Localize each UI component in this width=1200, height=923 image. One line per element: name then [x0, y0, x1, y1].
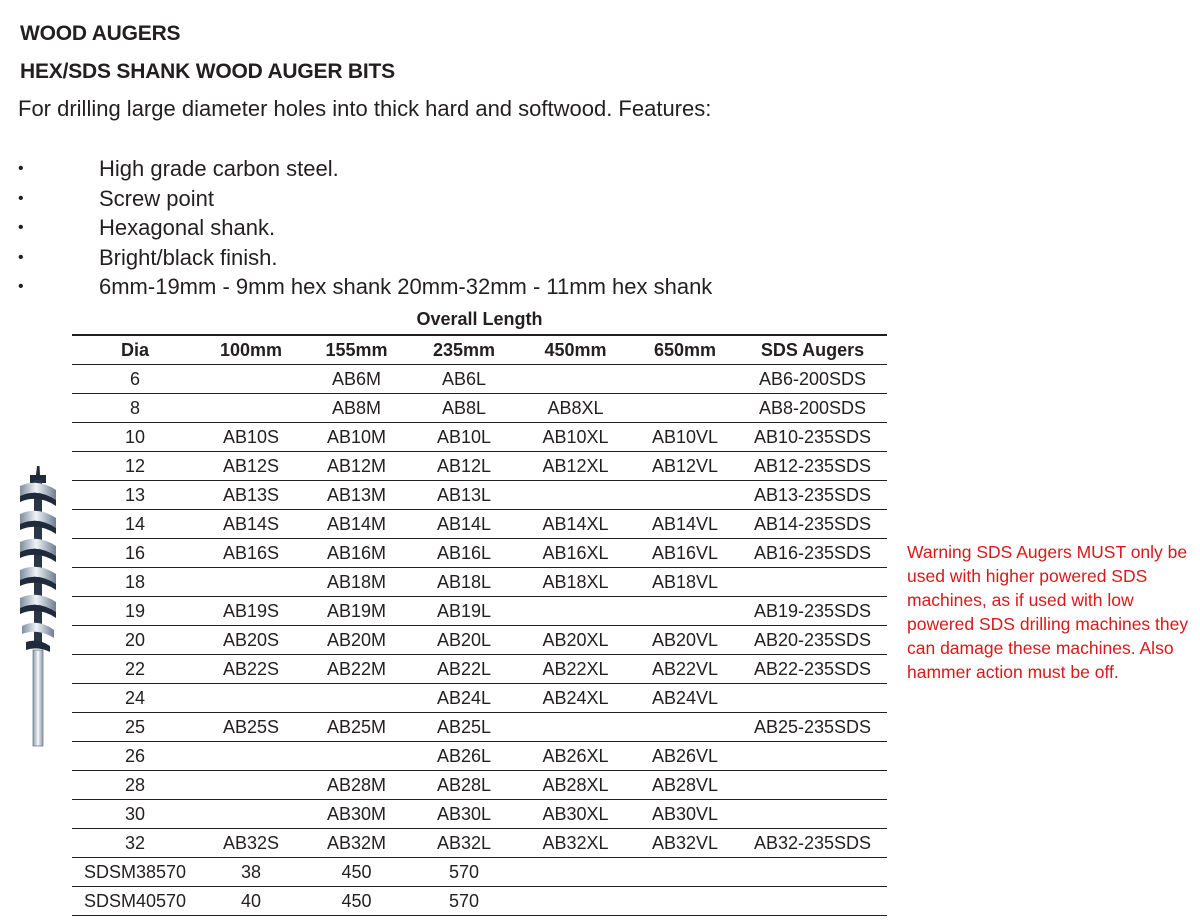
overall-length-header: Overall Length	[416, 309, 543, 329]
table-row	[72, 655, 887, 684]
cell-155mm: AB10M	[304, 423, 409, 452]
cell-235mm: AB13L	[409, 481, 519, 510]
cell-450mm: AB14XL	[519, 510, 632, 539]
column-header-450mm: 450mm	[519, 335, 632, 365]
cell-sds-augers	[738, 887, 887, 916]
cell-155mm: AB16M	[304, 539, 409, 568]
cell-dia: 19	[72, 597, 198, 626]
cell-450mm: AB12XL	[519, 452, 632, 481]
cell-450mm	[519, 713, 632, 742]
bullet-icon: •	[18, 189, 24, 207]
cell-dia: 28	[72, 771, 198, 800]
feature-item	[18, 213, 712, 243]
cell-235mm: AB10L	[409, 423, 519, 452]
cell-235mm: AB16L	[409, 539, 519, 568]
table-row	[72, 568, 887, 597]
cell-650mm	[632, 713, 738, 742]
cell-155mm: AB18M	[304, 568, 409, 597]
cell-sds-augers	[738, 742, 887, 771]
bullet-icon: •	[18, 278, 24, 295]
table-row	[72, 481, 887, 510]
cell-155mm: AB19M	[304, 597, 409, 626]
cell-sds-augers: AB16-235SDS	[738, 539, 887, 568]
table-row	[72, 510, 887, 539]
feature-text: High grade carbon steel.	[99, 156, 339, 181]
feature-item	[18, 184, 712, 214]
table-row	[72, 365, 887, 394]
cell-dia: 10	[72, 423, 198, 452]
column-header-sds-augers: SDS Augers	[738, 335, 887, 365]
bullet-icon: •	[18, 248, 24, 266]
cell-650mm	[632, 481, 738, 510]
cell-235mm: 570	[409, 858, 519, 887]
auger-bit-icon	[14, 466, 62, 750]
cell-235mm: AB25L	[409, 713, 519, 742]
cell-dia: 18	[72, 568, 198, 597]
cell-dia: 20	[72, 626, 198, 655]
cell-100mm	[198, 684, 304, 713]
cell-235mm: AB20L	[409, 626, 519, 655]
cell-155mm: 450	[304, 887, 409, 916]
table-row	[72, 771, 887, 800]
cell-650mm	[632, 365, 738, 394]
cell-dia: 14	[72, 510, 198, 539]
cell-dia: SDSM38570	[72, 858, 198, 887]
cell-235mm: AB18L	[409, 568, 519, 597]
cell-dia: 26	[72, 742, 198, 771]
cell-155mm: AB22M	[304, 655, 409, 684]
bullet-icon: •	[18, 219, 24, 236]
cell-155mm: 450	[304, 858, 409, 887]
cell-650mm	[632, 597, 738, 626]
cell-155mm	[304, 684, 409, 713]
feature-text: Bright/black finish.	[99, 244, 278, 270]
cell-235mm: AB12L	[409, 452, 519, 481]
cell-650mm: AB30VL	[632, 800, 738, 829]
cell-sds-augers	[738, 771, 887, 800]
cell-100mm: 40	[198, 887, 304, 916]
cell-155mm: AB32M	[304, 829, 409, 858]
feature-item	[18, 272, 712, 302]
table-row	[72, 597, 887, 626]
cell-450mm: AB18XL	[519, 568, 632, 597]
cell-650mm: AB22VL	[632, 655, 738, 684]
cell-sds-augers	[738, 858, 887, 887]
cell-650mm: AB24VL	[632, 684, 738, 713]
cell-sds-augers: AB10-235SDS	[738, 423, 887, 452]
cell-650mm: AB14VL	[632, 510, 738, 539]
bullet-icon: •	[18, 160, 24, 177]
cell-650mm: AB28VL	[632, 771, 738, 800]
cell-100mm	[198, 742, 304, 771]
cell-650mm	[632, 887, 738, 916]
cell-450mm: AB28XL	[519, 771, 632, 800]
cell-235mm: AB14L	[409, 510, 519, 539]
cell-235mm: AB19L	[409, 597, 519, 626]
cell-450mm	[519, 858, 632, 887]
cell-235mm: AB6L	[409, 365, 519, 394]
auger-spec-table	[72, 334, 887, 916]
cell-dia: 16	[72, 539, 198, 568]
feature-text: 6mm-19mm - 9mm hex shank 20mm-32mm - 11mm hex shank	[99, 274, 713, 299]
page-title: WOOD AUGERS	[20, 22, 181, 45]
cell-100mm: AB12S	[198, 452, 304, 481]
table-row	[72, 829, 887, 858]
cell-450mm: AB26XL	[519, 742, 632, 771]
cell-100mm: AB25S	[198, 713, 304, 742]
cell-sds-augers: AB8-200SDS	[738, 394, 887, 423]
cell-650mm: AB18VL	[632, 568, 738, 597]
table-body	[72, 365, 887, 916]
cell-450mm	[519, 597, 632, 626]
cell-650mm: AB12VL	[632, 452, 738, 481]
cell-235mm: AB22L	[409, 655, 519, 684]
cell-dia: 13	[72, 481, 198, 510]
cell-235mm: AB30L	[409, 800, 519, 829]
cell-sds-augers: AB19-235SDS	[738, 597, 887, 626]
cell-sds-augers: AB25-235SDS	[738, 713, 887, 742]
cell-sds-augers	[738, 800, 887, 829]
cell-sds-augers: AB13-235SDS	[738, 481, 887, 510]
column-header-235mm: 235mm	[409, 335, 519, 365]
cell-450mm: AB22XL	[519, 655, 632, 684]
cell-650mm	[632, 858, 738, 887]
cell-155mm: AB12M	[304, 452, 409, 481]
table-row	[72, 626, 887, 655]
table-row	[72, 887, 887, 916]
cell-100mm: 38	[198, 858, 304, 887]
cell-235mm: 570	[409, 887, 519, 916]
cell-dia: 24	[72, 684, 198, 713]
table-row	[72, 423, 887, 452]
column-header-dia: Dia	[72, 335, 198, 365]
table-row	[72, 742, 887, 771]
cell-650mm: AB32VL	[632, 829, 738, 858]
feature-list	[18, 154, 712, 302]
cell-dia: SDSM40570	[72, 887, 198, 916]
cell-100mm	[198, 394, 304, 423]
cell-dia: 6	[72, 365, 198, 394]
cell-sds-augers: AB20-235SDS	[738, 626, 887, 655]
cell-sds-augers: AB14-235SDS	[738, 510, 887, 539]
table-row	[72, 684, 887, 713]
cell-155mm: AB30M	[304, 800, 409, 829]
cell-155mm: AB13M	[304, 481, 409, 510]
table-row	[72, 394, 887, 423]
cell-100mm: AB16S	[198, 539, 304, 568]
cell-100mm: AB20S	[198, 626, 304, 655]
column-header-100mm: 100mm	[198, 335, 304, 365]
cell-dia: 32	[72, 829, 198, 858]
cell-450mm: AB24XL	[519, 684, 632, 713]
cell-650mm	[632, 394, 738, 423]
cell-100mm: AB13S	[198, 481, 304, 510]
cell-450mm	[519, 481, 632, 510]
cell-450mm: AB10XL	[519, 423, 632, 452]
cell-100mm	[198, 365, 304, 394]
cell-650mm: AB20VL	[632, 626, 738, 655]
cell-sds-augers: AB22-235SDS	[738, 655, 887, 684]
product-subtitle: HEX/SDS SHANK WOOD AUGER BITS	[20, 60, 395, 83]
cell-100mm: AB32S	[198, 829, 304, 858]
cell-155mm	[304, 742, 409, 771]
cell-235mm: AB28L	[409, 771, 519, 800]
cell-155mm: AB25M	[304, 713, 409, 742]
cell-450mm: AB20XL	[519, 626, 632, 655]
table-row	[72, 858, 887, 887]
cell-650mm: AB16VL	[632, 539, 738, 568]
cell-100mm: AB19S	[198, 597, 304, 626]
sds-warning-note: Warning SDS Augers MUST only be used with higher powered SDS machines, as if used with low powered SDS drilling machines they can damage these machines. Also hammer action must be off.	[907, 542, 1189, 682]
cell-235mm: AB24L	[409, 684, 519, 713]
table-row	[72, 452, 887, 481]
cell-235mm: AB8L	[409, 394, 519, 423]
cell-sds-augers: AB6-200SDS	[738, 365, 887, 394]
feature-text: Hexagonal shank.	[99, 215, 276, 240]
feature-item	[18, 243, 712, 273]
table-row	[72, 539, 887, 568]
cell-sds-augers	[738, 568, 887, 597]
feature-item	[18, 154, 712, 184]
cell-100mm	[198, 568, 304, 597]
cell-dia: 8	[72, 394, 198, 423]
cell-235mm: AB26L	[409, 742, 519, 771]
cell-450mm: AB30XL	[519, 800, 632, 829]
cell-100mm	[198, 771, 304, 800]
column-header-155mm: 155mm	[304, 335, 409, 365]
cell-sds-augers: AB12-235SDS	[738, 452, 887, 481]
feature-text: Screw point	[99, 185, 214, 211]
cell-dia: 30	[72, 800, 198, 829]
cell-650mm: AB26VL	[632, 742, 738, 771]
intro-text: For drilling large diameter holes into thick hard and softwood. Features:	[18, 96, 712, 121]
cell-100mm: AB14S	[198, 510, 304, 539]
table-header-row	[72, 335, 887, 365]
cell-450mm: AB8XL	[519, 394, 632, 423]
cell-100mm: AB10S	[198, 423, 304, 452]
cell-650mm: AB10VL	[632, 423, 738, 452]
cell-155mm: AB8M	[304, 394, 409, 423]
table-row	[72, 800, 887, 829]
table-row	[72, 713, 887, 742]
cell-450mm: AB16XL	[519, 539, 632, 568]
cell-100mm: AB22S	[198, 655, 304, 684]
cell-450mm	[519, 365, 632, 394]
cell-dia: 22	[72, 655, 198, 684]
cell-155mm: AB28M	[304, 771, 409, 800]
cell-235mm: AB32L	[409, 829, 519, 858]
cell-450mm	[519, 887, 632, 916]
cell-sds-augers: AB32-235SDS	[738, 829, 887, 858]
cell-dia: 25	[72, 713, 198, 742]
cell-sds-augers	[738, 684, 887, 713]
cell-155mm: AB20M	[304, 626, 409, 655]
cell-dia: 12	[72, 452, 198, 481]
cell-155mm: AB14M	[304, 510, 409, 539]
column-header-650mm: 650mm	[632, 335, 738, 365]
cell-155mm: AB6M	[304, 365, 409, 394]
cell-450mm: AB32XL	[519, 829, 632, 858]
cell-100mm	[198, 800, 304, 829]
